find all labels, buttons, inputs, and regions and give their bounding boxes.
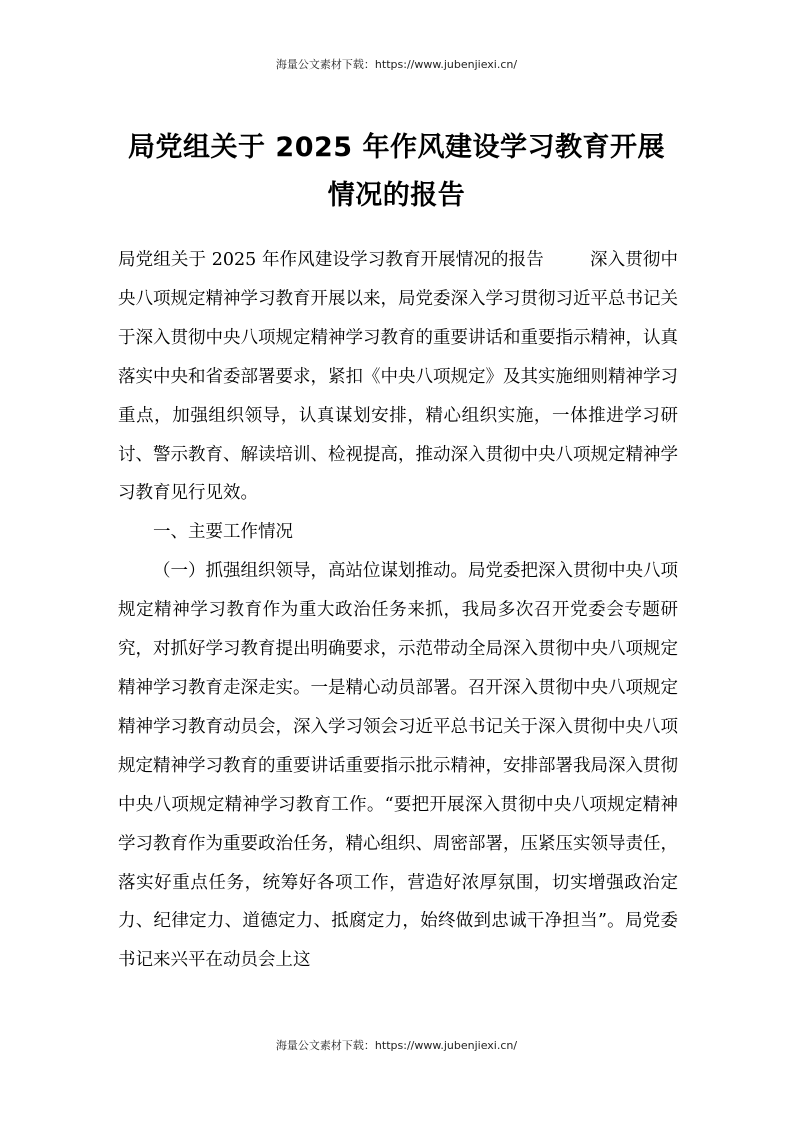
page-footer: 海量公文素材下载：https://www.jubenjiexi.cn/	[275, 1039, 518, 1052]
page-header: 海量公文素材下载：https://www.jubenjiexi.cn/	[275, 58, 518, 71]
document-title	[100, 124, 693, 220]
title-line-2: 情况的报告	[327, 180, 466, 211]
title-line-1: 局党组关于 2025 年作风建设学习教育开展	[128, 132, 665, 163]
section-paragraph: （一）抓强组织领导，高站位谋划推动。局党委把深入贯彻中央八项规定精神学习教育作为重大政治任务来抓，我局多次召开党委会专题研究，对抓好学习教育提出明确要求，示范带动全局深入贯彻中央八项规定精神学习教育走深走实。一是精心动员部署。召开深入贯彻中央八项规定精神学习教育动员会，深入学习领会习近平总书记关于深入贯彻中央八项规定精神学习教育的重要讲话重要指示批示精神，安排部署我局深入贯彻中央八项规定精神学习教育工作。“要把开展深入贯彻中央八项规定精神学习教育作为重要政治任务，精心组织、周密部署，压紧压实领导责任，落实好重点任务，统筹好各项工作，营造好浓厚氛围，切实增强政治定力、纪律定力、道德定力、抵腐定力，始终做到忠诚干净担当”。局党委书记来兴平在动员会上这	[118, 561, 678, 971]
intro-title: 局党组关于 2025 年作风建设学习教育开展情况的报告	[118, 250, 544, 270]
document-body	[118, 241, 678, 980]
intro-text: 深入贯彻中央八项规定精神学习教育开展以来，局党委深入学习贯彻习近平总书记关于深入贯彻中央八项规定精神学习教育的重要讲话和重要指示精神，认真落实中央和省委部署要求，紧扣《中央八项规定》及其实施细则精神学习重点，加强组织领导，认真谋划安排，精心组织实施，一体推进学习研讨、警示教育、解读培训、检视提高，推动深入贯彻中央八项规定精神学习教育见行见效。	[118, 250, 679, 504]
section-heading: 一、主要工作情况	[153, 522, 293, 543]
intro-paragraph	[118, 241, 678, 513]
